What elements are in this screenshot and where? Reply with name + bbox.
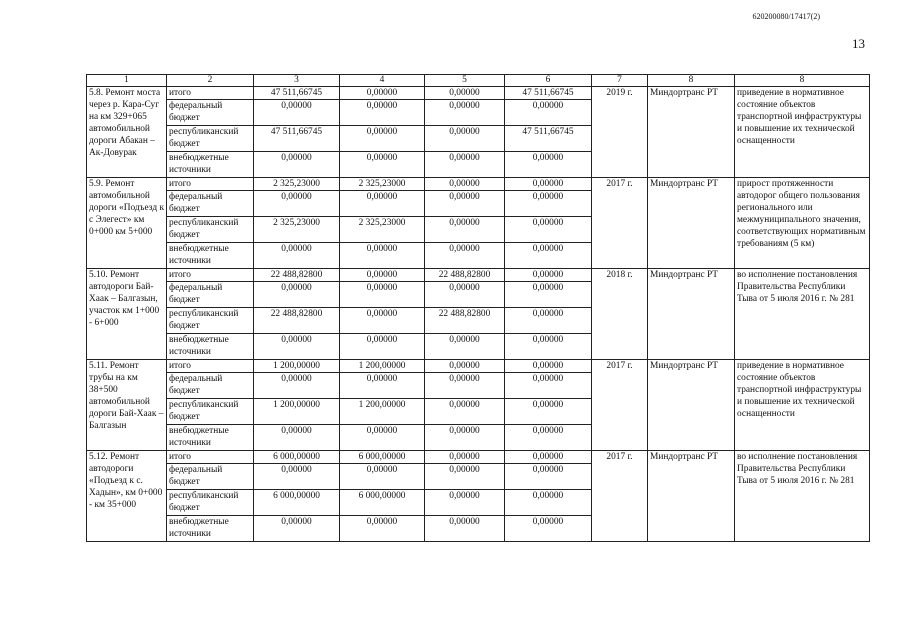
program-table bbox=[86, 74, 870, 542]
amount-year-2: 22 488,82800 bbox=[425, 308, 505, 334]
funding-source: республиканский бюджет bbox=[167, 217, 254, 243]
amount-year-1: 0,00000 bbox=[340, 152, 425, 178]
amount-year-2: 0,00000 bbox=[425, 191, 505, 217]
implementation-year: 2017 г. bbox=[592, 178, 648, 269]
amount-year-3: 0,00000 bbox=[505, 516, 592, 542]
funding-source: внебюджетные источники bbox=[167, 425, 254, 451]
column-number: 8 bbox=[648, 75, 735, 87]
amount-year-1: 1 200,00000 bbox=[340, 399, 425, 425]
amount-year-1: 6 000,00000 bbox=[340, 490, 425, 516]
funding-source: федеральный бюджет bbox=[167, 464, 254, 490]
implementation-year: 2019 г. bbox=[592, 87, 648, 178]
amount-year-3: 0,00000 bbox=[505, 399, 592, 425]
page-number: 13 bbox=[852, 36, 865, 51]
funding-source: итого bbox=[167, 178, 254, 191]
amount-year-2: 0,00000 bbox=[425, 152, 505, 178]
table-row bbox=[87, 451, 870, 464]
amount-year-3: 47 511,66745 bbox=[505, 126, 592, 152]
executor: Миндортранс РТ bbox=[648, 178, 735, 269]
expected-result: приведение в нормативное состояние объектов транспортной инфраструктуры и повышение их технической оснащенности bbox=[735, 87, 870, 178]
amount-total: 0,00000 bbox=[254, 373, 340, 399]
table-row bbox=[87, 178, 870, 191]
amount-year-1: 0,00000 bbox=[340, 373, 425, 399]
amount-year-1: 0,00000 bbox=[340, 100, 425, 126]
column-number: 1 bbox=[87, 75, 167, 87]
funding-source: внебюджетные источники bbox=[167, 516, 254, 542]
measure-description: 5.11. Ремонт трубы на км 38+500 автомобильной дороги Бай-Хаак – Балгазын bbox=[87, 360, 167, 451]
funding-source: итого bbox=[167, 87, 254, 100]
amount-year-3: 0,00000 bbox=[505, 308, 592, 334]
amount-total: 47 511,66745 bbox=[254, 87, 340, 100]
amount-total: 47 511,66745 bbox=[254, 126, 340, 152]
funding-source: республиканский бюджет bbox=[167, 126, 254, 152]
amount-year-2: 0,00000 bbox=[425, 360, 505, 373]
amount-year-1: 0,00000 bbox=[340, 334, 425, 360]
amount-year-1: 0,00000 bbox=[340, 516, 425, 542]
amount-year-2: 0,00000 bbox=[425, 243, 505, 269]
funding-source: итого bbox=[167, 360, 254, 373]
column-number: 7 bbox=[592, 75, 648, 87]
amount-year-2: 0,00000 bbox=[425, 334, 505, 360]
amount-total: 0,00000 bbox=[254, 425, 340, 451]
amount-year-2: 0,00000 bbox=[425, 425, 505, 451]
amount-total: 6 000,00000 bbox=[254, 451, 340, 464]
amount-year-1: 2 325,23000 bbox=[340, 178, 425, 191]
amount-year-3: 47 511,66745 bbox=[505, 87, 592, 100]
executor: Миндортранс РТ bbox=[648, 451, 735, 542]
executor: Миндортранс РТ bbox=[648, 269, 735, 360]
amount-year-1: 6 000,00000 bbox=[340, 451, 425, 464]
implementation-year: 2017 г. bbox=[592, 360, 648, 451]
amount-year-2: 0,00000 bbox=[425, 399, 505, 425]
amount-year-2: 0,00000 bbox=[425, 516, 505, 542]
document-code: 620200080/17417(2) bbox=[752, 12, 820, 21]
amount-year-3: 0,00000 bbox=[505, 425, 592, 451]
amount-year-1: 0,00000 bbox=[340, 464, 425, 490]
amount-total: 0,00000 bbox=[254, 516, 340, 542]
amount-year-3: 0,00000 bbox=[505, 269, 592, 282]
funding-source: итого bbox=[167, 269, 254, 282]
amount-year-2: 22 488,82800 bbox=[425, 269, 505, 282]
amount-year-3: 0,00000 bbox=[505, 451, 592, 464]
column-number: 8 bbox=[735, 75, 870, 87]
funding-source: федеральный бюджет bbox=[167, 100, 254, 126]
expected-result: прирост протяженности автодорог общего пользования регионального или межмуниципального значения, соответствующих нормативным требованиям (5 км) bbox=[735, 178, 870, 269]
measure-description: 5.9. Ремонт автомобильной дороги «Подъезд к с Элегест» км 0+000 км 5+000 bbox=[87, 178, 167, 269]
expected-result: приведение в нормативное состояние объектов транспортной инфраструктуры и повышение их технической оснащенности bbox=[735, 360, 870, 451]
executor: Миндортранс РТ bbox=[648, 87, 735, 178]
amount-total: 0,00000 bbox=[254, 334, 340, 360]
funding-source: итого bbox=[167, 451, 254, 464]
measure-description: 5.8. Ремонт моста через р. Кара-Суг на км 329+065 автомобильной дороги Абакан – Ак-Довурак bbox=[87, 87, 167, 178]
amount-year-1: 0,00000 bbox=[340, 269, 425, 282]
amount-year-1: 2 325,23000 bbox=[340, 217, 425, 243]
amount-year-3: 0,00000 bbox=[505, 360, 592, 373]
amount-total: 22 488,82800 bbox=[254, 269, 340, 282]
amount-year-2: 0,00000 bbox=[425, 373, 505, 399]
amount-total: 6 000,00000 bbox=[254, 490, 340, 516]
amount-year-2: 0,00000 bbox=[425, 87, 505, 100]
amount-year-2: 0,00000 bbox=[425, 451, 505, 464]
implementation-year: 2017 г. bbox=[592, 451, 648, 542]
amount-total: 0,00000 bbox=[254, 100, 340, 126]
funding-source: федеральный бюджет bbox=[167, 191, 254, 217]
funding-source: федеральный бюджет bbox=[167, 373, 254, 399]
amount-total: 22 488,82800 bbox=[254, 308, 340, 334]
column-number-row bbox=[87, 75, 870, 87]
amount-total: 0,00000 bbox=[254, 282, 340, 308]
amount-year-3: 0,00000 bbox=[505, 217, 592, 243]
amount-year-1: 0,00000 bbox=[340, 308, 425, 334]
column-number: 4 bbox=[340, 75, 425, 87]
amount-total: 2 325,23000 bbox=[254, 178, 340, 191]
column-number: 3 bbox=[254, 75, 340, 87]
funding-source: федеральный бюджет bbox=[167, 282, 254, 308]
amount-year-3: 0,00000 bbox=[505, 490, 592, 516]
amount-year-2: 0,00000 bbox=[425, 100, 505, 126]
amount-year-2: 0,00000 bbox=[425, 217, 505, 243]
amount-year-3: 0,00000 bbox=[505, 152, 592, 178]
amount-year-3: 0,00000 bbox=[505, 100, 592, 126]
amount-year-1: 0,00000 bbox=[340, 243, 425, 269]
amount-year-3: 0,00000 bbox=[505, 243, 592, 269]
implementation-year: 2018 г. bbox=[592, 269, 648, 360]
measure-description: 5.10. Ремонт автодороги Бай-Хаак – Балгазын, участок км 1+000 - 6+000 bbox=[87, 269, 167, 360]
amount-year-1: 0,00000 bbox=[340, 425, 425, 451]
amount-year-3: 0,00000 bbox=[505, 282, 592, 308]
funding-source: внебюджетные источники bbox=[167, 152, 254, 178]
column-number: 6 bbox=[505, 75, 592, 87]
amount-year-3: 0,00000 bbox=[505, 178, 592, 191]
executor: Миндортранс РТ bbox=[648, 360, 735, 451]
amount-year-3: 0,00000 bbox=[505, 373, 592, 399]
amount-total: 0,00000 bbox=[254, 243, 340, 269]
table-row bbox=[87, 87, 870, 100]
amount-total: 1 200,00000 bbox=[254, 360, 340, 373]
amount-total: 2 325,23000 bbox=[254, 217, 340, 243]
amount-year-2: 0,00000 bbox=[425, 464, 505, 490]
amount-year-3: 0,00000 bbox=[505, 191, 592, 217]
expected-result: во исполнение постановления Правительства Республики Тыва от 5 июля 2016 г. № 281 bbox=[735, 269, 870, 360]
column-number: 2 bbox=[167, 75, 254, 87]
amount-total: 0,00000 bbox=[254, 152, 340, 178]
funding-source: республиканский бюджет bbox=[167, 399, 254, 425]
amount-total: 1 200,00000 bbox=[254, 399, 340, 425]
funding-source: внебюджетные источники bbox=[167, 334, 254, 360]
table-row bbox=[87, 360, 870, 373]
column-number: 5 bbox=[425, 75, 505, 87]
amount-total: 0,00000 bbox=[254, 464, 340, 490]
funding-source: внебюджетные источники bbox=[167, 243, 254, 269]
amount-year-2: 0,00000 bbox=[425, 178, 505, 191]
table-row bbox=[87, 269, 870, 282]
amount-year-1: 0,00000 bbox=[340, 87, 425, 100]
amount-year-1: 1 200,00000 bbox=[340, 360, 425, 373]
expected-result: во исполнение постановления Правительства Республики Тыва от 5 июля 2016 г. № 281 bbox=[735, 451, 870, 542]
amount-year-3: 0,00000 bbox=[505, 464, 592, 490]
amount-year-1: 0,00000 bbox=[340, 282, 425, 308]
table-body bbox=[87, 75, 870, 542]
amount-year-3: 0,00000 bbox=[505, 334, 592, 360]
amount-year-1: 0,00000 bbox=[340, 126, 425, 152]
amount-year-2: 0,00000 bbox=[425, 126, 505, 152]
funding-source: республиканский бюджет bbox=[167, 308, 254, 334]
amount-total: 0,00000 bbox=[254, 191, 340, 217]
amount-year-1: 0,00000 bbox=[340, 191, 425, 217]
measure-description: 5.12. Ремонт автодороги «Подъезд к с. Хадын», км 0+000 - км 35+000 bbox=[87, 451, 167, 542]
funding-source: республиканский бюджет bbox=[167, 490, 254, 516]
amount-year-2: 0,00000 bbox=[425, 490, 505, 516]
amount-year-2: 0,00000 bbox=[425, 282, 505, 308]
